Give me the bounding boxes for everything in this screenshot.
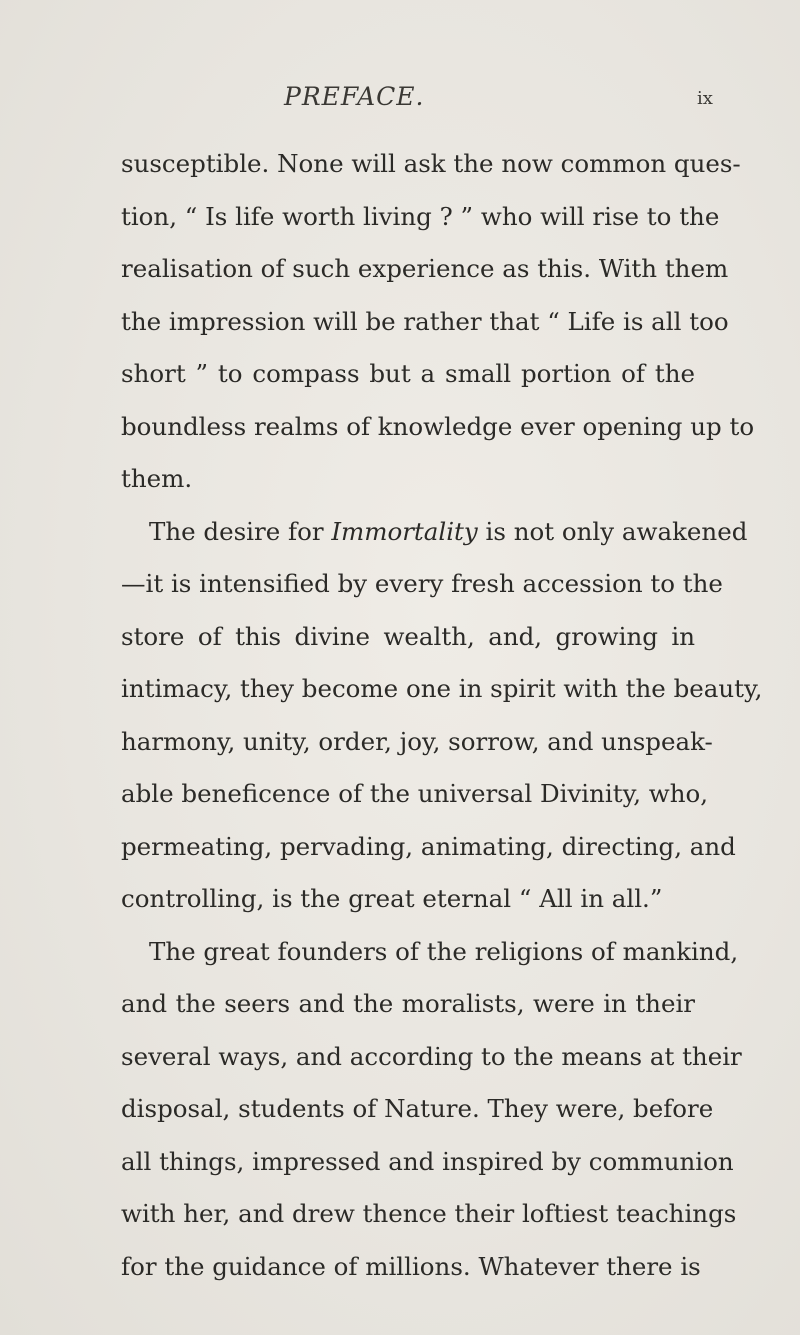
text-line: with her, and drew thence their loftiest teachings xyxy=(121,1199,737,1228)
text-line: the impression will be rather that “ Life is all too xyxy=(121,306,729,336)
text-line: able beneficence of the universal Divinity, who, xyxy=(121,779,709,808)
text-line: permeating, pervading, animating, directing, and xyxy=(121,831,736,861)
text-line: several ways, and according to the means at their xyxy=(121,1041,742,1071)
text-line: realisation of such experience as this. With them xyxy=(121,254,729,283)
text-line: intimacy, they become one in spirit with the beauty, xyxy=(121,674,763,703)
line-segment: is not only awakened xyxy=(477,516,748,546)
italic-word-immortality: Immortality xyxy=(331,516,478,546)
line-segment: The desire for xyxy=(149,516,332,546)
running-title: PREFACE. xyxy=(284,82,425,111)
running-head xyxy=(0,82,800,122)
text-line: —it is intensified by every fresh accession to the xyxy=(121,569,723,598)
text-line: short ” to compass but a small portion of the xyxy=(121,359,695,388)
text-line: and the seers and the moralists, were in their xyxy=(121,989,695,1018)
text-line: susceptible. None will ask the now common ques- xyxy=(121,149,741,178)
paragraph-end-line: controlling, is the great eternal “ All in all.” xyxy=(121,884,663,913)
text-line: all things, impressed and inspired by communion xyxy=(121,1146,734,1176)
paragraph-start-line xyxy=(121,506,748,559)
paragraph-end-line: them. xyxy=(121,464,193,493)
paragraph-start-line: The great founders of the religions of mankind, xyxy=(149,936,739,966)
page-number: ix xyxy=(697,88,713,109)
body-text xyxy=(121,138,763,1293)
text-line: tion, “ Is life worth living ? ” who will rise to the xyxy=(121,201,720,231)
text-line: harmony, unity, order, joy, sorrow, and unspeak- xyxy=(121,726,713,756)
text-line: disposal, students of Nature. They were, before xyxy=(121,1094,714,1123)
text-line: store of this divine wealth, and, growing in xyxy=(121,621,695,651)
text-line: for the guidance of millions. Whatever there is xyxy=(121,1251,701,1281)
text-line: boundless realms of knowledge ever opening up to xyxy=(121,411,755,441)
